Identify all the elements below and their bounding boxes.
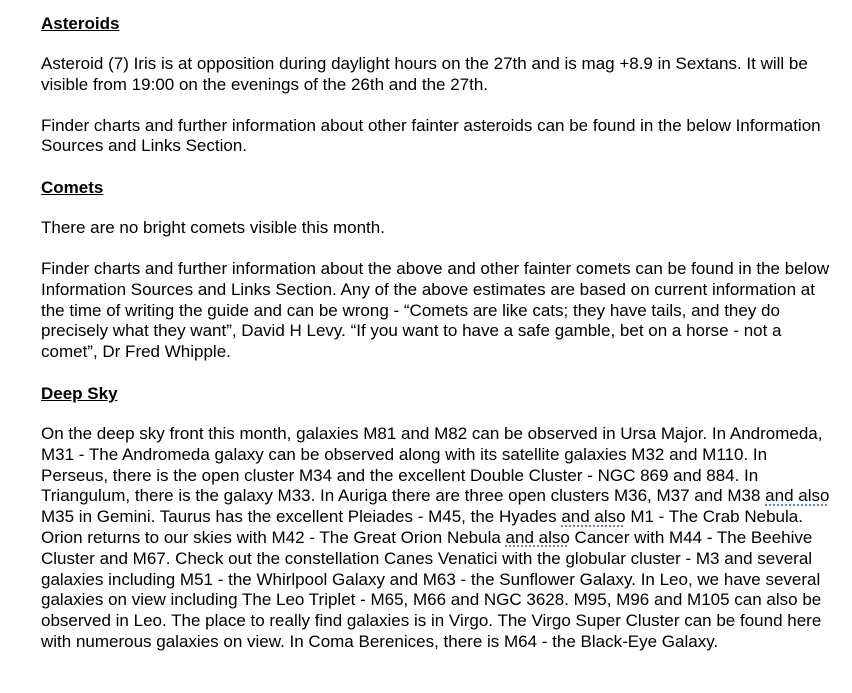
grammar-flag-and-also[interactable]: and also bbox=[765, 486, 830, 506]
deep-sky-text-1: On the deep sky front this month, galaxies M81 and M82 can be observed in Ursa Major. In Andromeda, M31 - The Andromeda galaxy can be observed along with its satellite galaxies M32 and M110. In Perseus, there is the open cluster M34 and the excellent Double Cluster - NGC 869 and 884. In Triangulum, there is the galaxy M33. In Auriga there are three open clusters M36, M37 and M38 bbox=[41, 423, 823, 506]
deep-sky-text-4: Cancer with M44 - The Beehive Cluster and M67. Check out the constellation Canes Venatici with the globular cluster - M3 and several galaxies including M51 - the Whirlpool Galaxy and M63 - the Sunflower Galaxy. In Leo, we have several galaxies on view including The Leo Triplet - M65, M66 and NGC 3628. M95, M96 and M105 can also be observed in Leo. The place to really find galaxies is in Virgo. The Virgo Super Cluster can be found here with numerous galaxies on view. In Coma Berenices, there is M64 - the Black-Eye Galaxy. bbox=[41, 527, 822, 651]
deep-sky-heading: Deep Sky bbox=[41, 383, 118, 403]
document-page bbox=[41, 13, 831, 673]
asteroids-paragraph-1: Asteroid (7) Iris is at opposition during daylight hours on the 27th and is mag +8.9 in Sextans. It will be visible from 19:00 on the evenings of the 26th and the 27th. bbox=[41, 54, 808, 94]
comets-heading: Comets bbox=[41, 178, 104, 198]
grammar-flag-and-also[interactable]: and also bbox=[505, 527, 570, 547]
comets-paragraph-2: Finder charts and further information about the above and other fainter comets can be found in the below Information Sources and Links Section. Any of the above estimates are based on current information at the time of writing the guide and can be wrong - “Comets are like cats; they have tails, and they do precisely what they want”, David H Levy. “If you want to have a safe gamble, bet on a horse - not a comet”, Dr Fred Whipple. bbox=[41, 258, 830, 362]
grammar-flag-and-also[interactable]: and also bbox=[561, 507, 626, 527]
asteroids-heading: Asteroids bbox=[41, 14, 120, 33]
deep-sky-text-3: M1 - The Crab Nebula. Orion returns to our skies with M42 - The Great Orion Nebula bbox=[41, 507, 803, 547]
asteroids-paragraph-2: Finder charts and further information about other fainter asteroids can be found in the below Information Sources and Links Section. bbox=[41, 115, 821, 156]
deep-sky-text-2: M35 in Gemini. Taurus has the excellent Pleiades - M45, the Hyades bbox=[41, 507, 562, 527]
comets-paragraph-1: There are no bright comets visible this month. bbox=[41, 218, 385, 238]
deep-sky-paragraph bbox=[41, 424, 831, 653]
